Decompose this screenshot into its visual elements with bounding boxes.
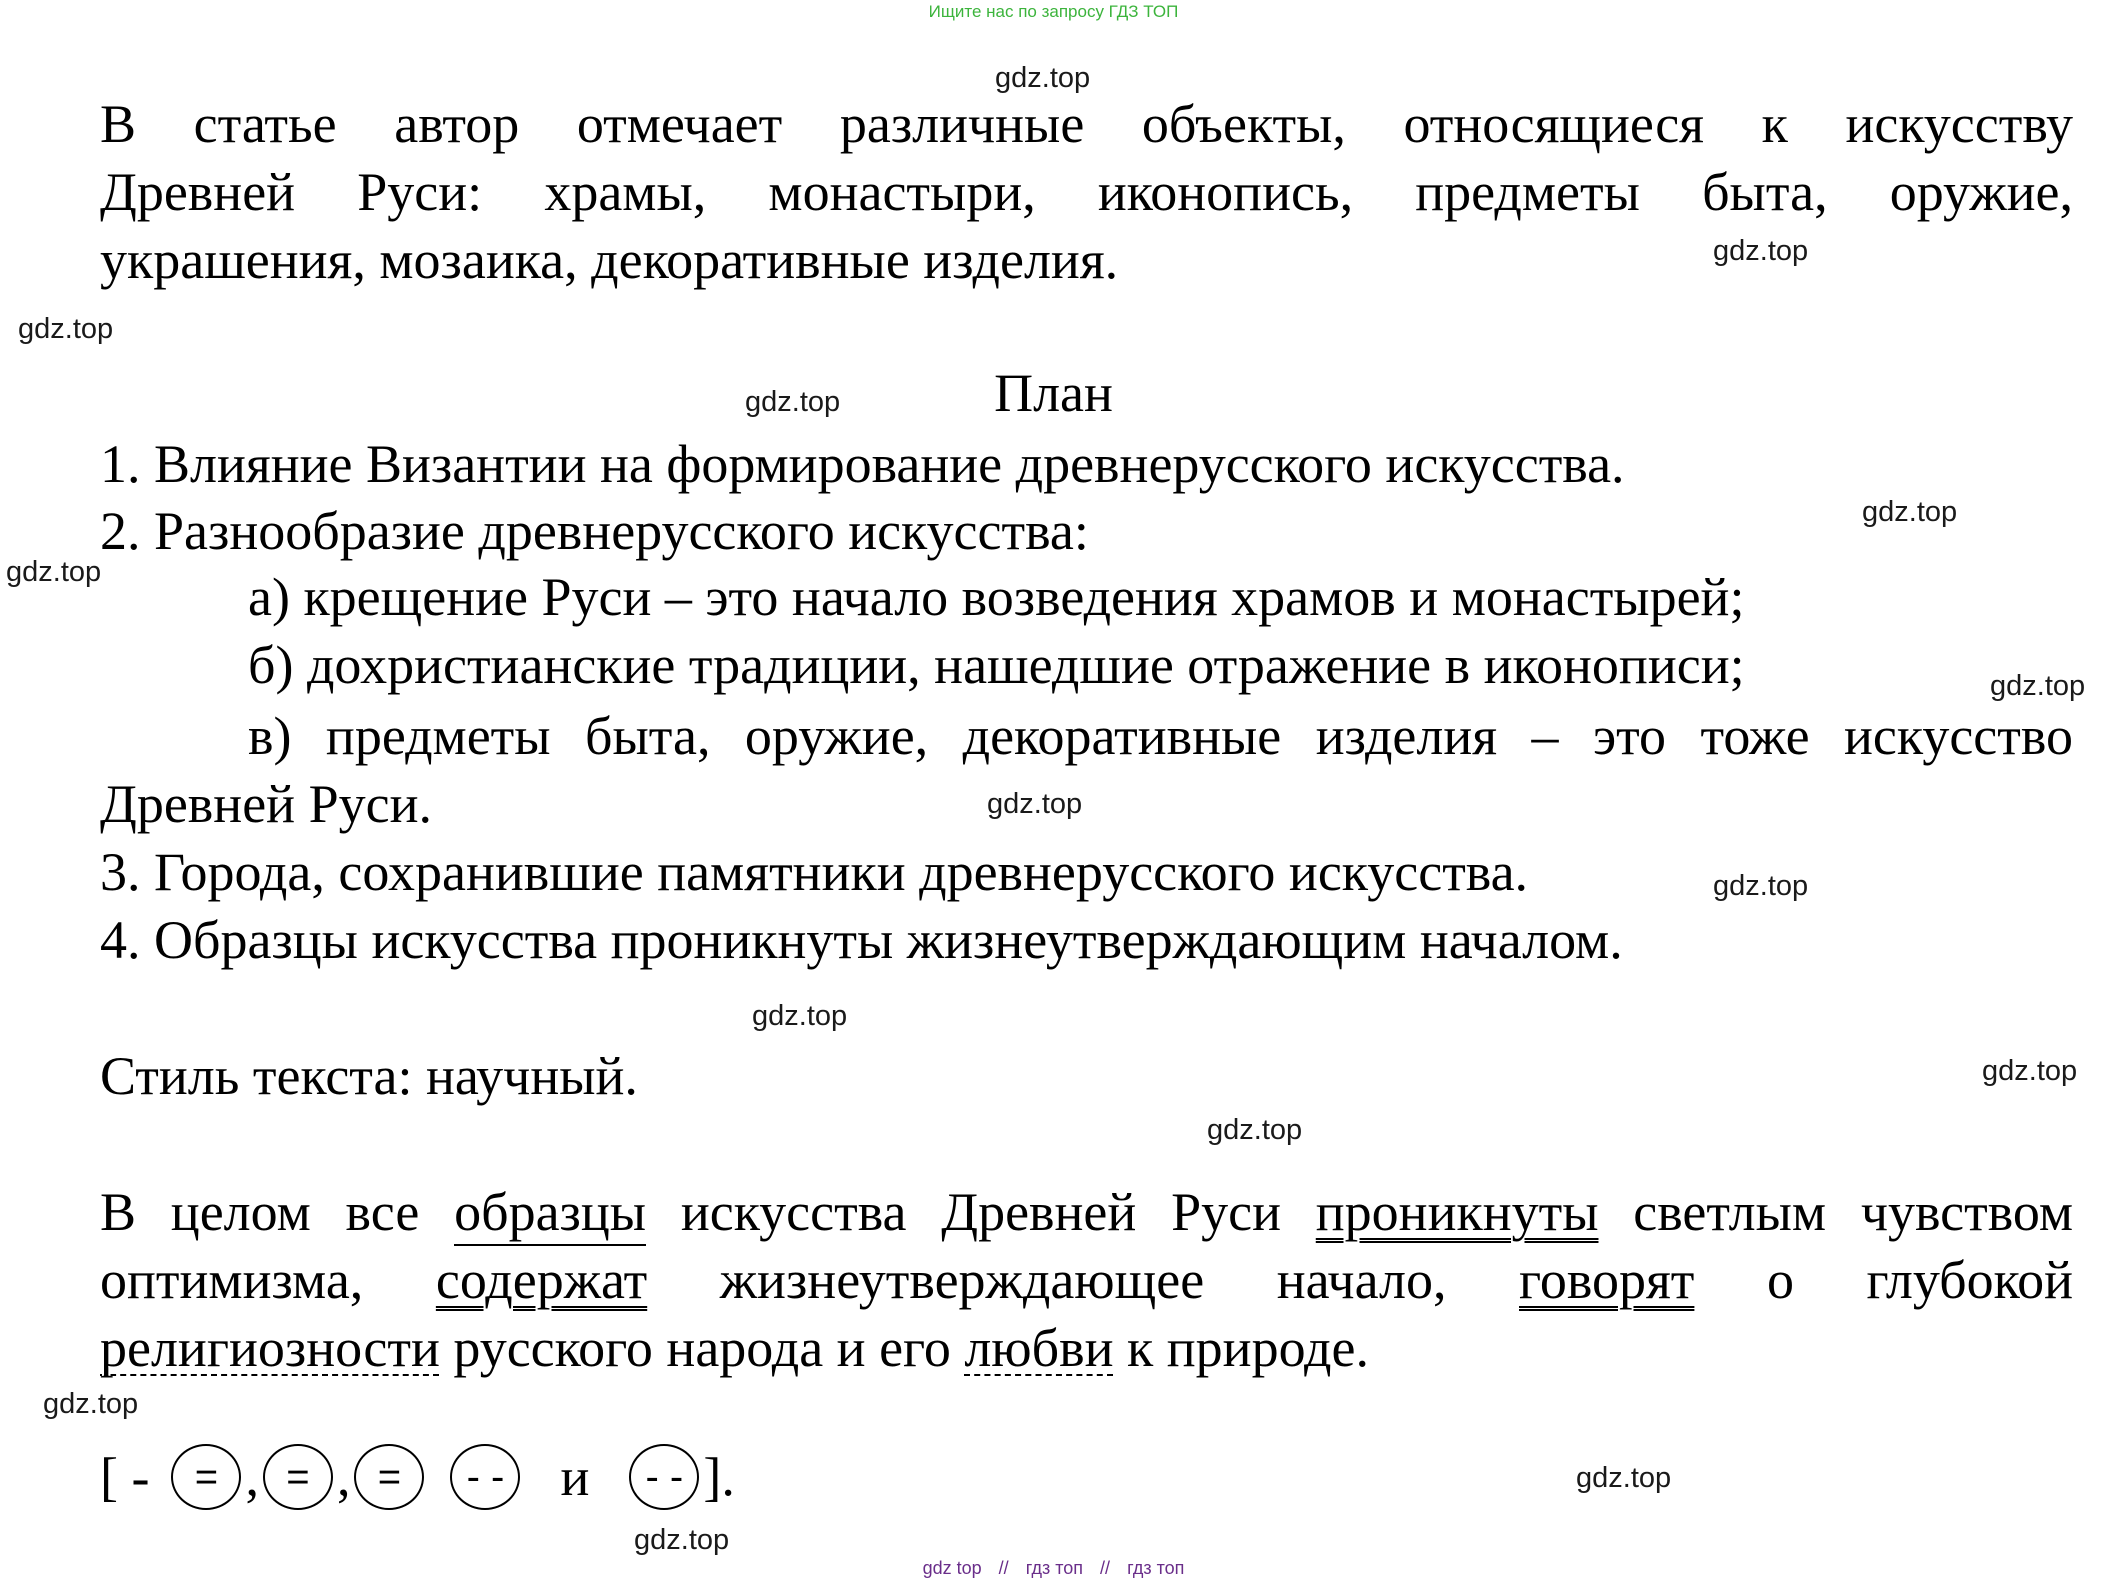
predicate-word: говорят xyxy=(1519,1250,1695,1310)
watermark: gdz.top xyxy=(1713,235,1809,267)
predicate-circle: = xyxy=(171,1444,241,1510)
bottom-link[interactable]: гдз топ xyxy=(1127,1558,1185,1578)
object-word: любви xyxy=(964,1318,1114,1378)
object-circle: - - xyxy=(629,1444,699,1510)
predicate-word: содержат xyxy=(435,1250,648,1310)
watermark: gdz.top xyxy=(6,556,102,588)
watermark: gdz.top xyxy=(43,1388,139,1420)
watermark: gdz.top xyxy=(995,62,1091,94)
paragraph-line: украшения, мозаика, декоративные изделия. xyxy=(100,230,1119,290)
scheme-comma: , xyxy=(336,1447,351,1507)
scheme-open-bracket: [ - xyxy=(100,1447,150,1507)
text-style-line: Стиль текста: научный. xyxy=(100,1046,638,1106)
analysis-text: жизнеутверждающее начало, xyxy=(719,1250,1447,1310)
plan-subitem-text: в) предметы быта, оружие, декоративные изделия – это тоже искусство xyxy=(248,706,2073,766)
predicate-circle: = xyxy=(263,1444,333,1510)
watermark: gdz.top xyxy=(745,386,841,418)
analysis-text: искусства Древней Руси xyxy=(680,1182,1281,1242)
analysis-text: оптимизма, xyxy=(100,1250,364,1310)
plan-item: 3. Города, сохранившие памятники древнерусского искусства. xyxy=(100,842,1529,902)
watermark: gdz.top xyxy=(1982,1055,2078,1087)
plan-subitem-continued: Древней Руси. xyxy=(100,774,432,834)
analysis-text: русского народа и его xyxy=(453,1318,951,1378)
watermark: gdz.top xyxy=(1576,1462,1672,1494)
watermark: gdz.top xyxy=(1990,670,2086,702)
watermark: gdz.top xyxy=(987,788,1083,820)
plan-subitem: б) дохристианские традиции, нашедшие отражение в иконописи; xyxy=(248,635,1745,695)
plan-item: 4. Образцы искусства проникнуты жизнеутверждающим началом. xyxy=(100,910,1623,970)
bottom-link-separator: // xyxy=(1100,1558,1111,1578)
analysis-text: светлым чувством xyxy=(1633,1182,2073,1242)
predicate-circle: = xyxy=(354,1444,424,1510)
plan-subitem: а) крещение Руси – это начало возведения храмов и монастырей; xyxy=(248,567,1745,627)
watermark: gdz.top xyxy=(634,1524,730,1556)
subject-word: образцы xyxy=(454,1182,646,1246)
bottom-link-separator: // xyxy=(998,1558,1009,1578)
plan-title: План xyxy=(994,363,1113,423)
scheme-and: и xyxy=(560,1447,590,1507)
scheme-comma: , xyxy=(245,1447,259,1507)
watermark: gdz.top xyxy=(1207,1114,1303,1146)
analysis-line-1 xyxy=(100,1178,2073,1246)
bottom-links xyxy=(0,1558,2107,1579)
plan-item: 1. Влияние Византии на формирование древнерусского искусства. xyxy=(100,434,1625,494)
analysis-text: к природе. xyxy=(1127,1318,1369,1378)
bottom-link[interactable]: gdz top xyxy=(922,1558,982,1578)
bottom-link[interactable]: гдз топ xyxy=(1025,1558,1084,1578)
analysis-line-2 xyxy=(100,1246,2073,1314)
top-banner: Ищите нас по запросу ГДЗ ТОП xyxy=(928,2,1179,21)
watermark: gdz.top xyxy=(1713,870,1809,902)
predicate-word: проникнуты xyxy=(1315,1182,1599,1242)
plan-item: 2. Разнообразие древнерусского искусства: xyxy=(100,501,1089,561)
object-word: религиозности xyxy=(100,1318,440,1378)
paragraph-line: Древней Руси: храмы, монастыри, иконопись, предметы быта, оружие, xyxy=(100,162,2073,222)
analysis-text: о глубокой xyxy=(1766,1250,2073,1310)
watermark: gdz.top xyxy=(1862,496,1958,528)
plan-subitem xyxy=(248,702,2073,770)
watermark: gdz.top xyxy=(18,313,114,345)
analysis-line-3 xyxy=(100,1314,1369,1382)
object-circle: - - xyxy=(450,1444,520,1510)
scheme-close-bracket: ]. xyxy=(703,1447,735,1507)
analysis-text: В целом все xyxy=(100,1182,420,1242)
watermark: gdz.top xyxy=(752,1000,848,1032)
sentence-scheme xyxy=(100,1442,735,1512)
paragraph-line: В статье автор отмечает различные объекты, относящиеся к искусству xyxy=(100,94,2073,154)
